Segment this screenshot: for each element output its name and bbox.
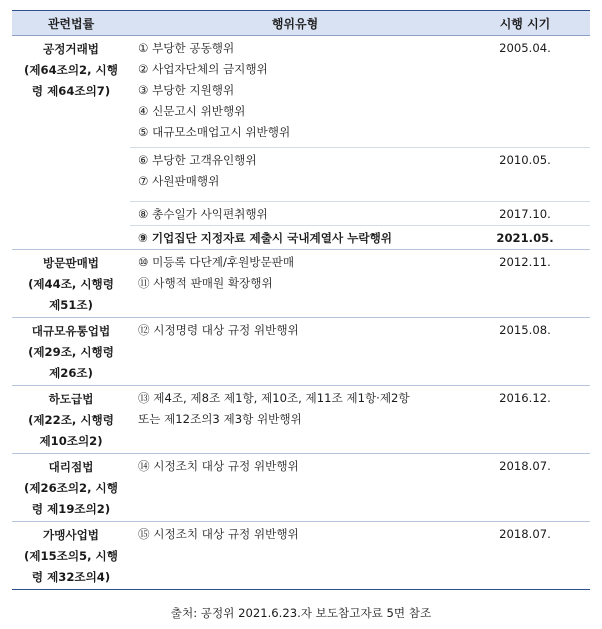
date-cell: 2018.07. <box>460 522 590 590</box>
law-line: 대리점법 <box>48 460 94 474</box>
action-cell <box>130 36 460 148</box>
law-cell <box>12 386 130 454</box>
table-row <box>12 522 590 590</box>
law-cell <box>12 318 130 386</box>
action-item: ② 사업자단체의 금지행위 <box>138 62 268 76</box>
source-note: 출처: 공정위 2021.6.23.자 보도참고자료 5면 참조 <box>170 606 432 620</box>
law-line: 대규모유통업법 <box>31 324 111 338</box>
action-item: ⑬ 제4조, 제8조 제1항, 제10조, 제11조 제1항·제2항 <box>138 391 410 405</box>
action-cell <box>130 202 460 226</box>
table-row <box>12 36 590 148</box>
law-line: 제51조) <box>49 298 93 312</box>
action-item: 또는 제12조의3 제3항 위반행위 <box>138 412 302 426</box>
enforcement-table <box>12 10 590 590</box>
law-line: 령 제64조의7) <box>31 84 111 98</box>
action-cell <box>130 454 460 522</box>
date-cell: 2012.11. <box>460 250 590 318</box>
law-cell <box>12 522 130 590</box>
action-item: ⑭ 시정조치 대상 규정 위반행위 <box>138 459 299 473</box>
law-line: 제26조) <box>49 366 93 380</box>
action-item: ⑩ 미등록 다단계/후원방문판매 <box>138 255 295 269</box>
law-line: 령 제19조의2) <box>31 502 111 516</box>
action-cell <box>130 318 460 386</box>
action-item: ⑥ 부당한 고객유인행위 <box>138 153 257 167</box>
date-cell: 2017.10. <box>460 202 590 226</box>
table-row <box>12 318 590 386</box>
date-cell: 2018.07. <box>460 454 590 522</box>
date-cell: 2005.04. <box>460 36 590 148</box>
law-cell <box>12 36 130 250</box>
action-cell <box>130 522 460 590</box>
action-item: ⑦ 사원판매행위 <box>138 174 220 188</box>
table-row <box>12 250 590 318</box>
date-cell: 2016.12. <box>460 386 590 454</box>
law-line: (제22조, 시행령 <box>28 413 114 427</box>
law-line: 하도급법 <box>48 392 94 406</box>
law-line: 공정거래법 <box>43 42 99 56</box>
action-cell <box>130 250 460 318</box>
action-item: ⑤ 대규모소매업고시 위반행위 <box>138 125 291 139</box>
date-cell: 2015.08. <box>460 318 590 386</box>
law-cell <box>12 454 130 522</box>
action-item: ⑨ 기업집단 지정자료 제출시 국내계열사 누락행위 <box>138 231 392 245</box>
action-item: ⑮ 시정조치 대상 규정 위반행위 <box>138 527 299 541</box>
header-action: 행위유형 <box>130 11 460 36</box>
header-date: 시행 시기 <box>460 11 590 36</box>
action-cell <box>130 226 460 250</box>
law-line: 제10조의2) <box>39 434 103 448</box>
law-line: 방문판매법 <box>43 256 99 270</box>
header-row <box>12 11 590 36</box>
action-item: ① 부당한 공동행위 <box>138 41 235 55</box>
action-item: ⑧ 총수일가 사익편취행위 <box>138 207 268 221</box>
table-row <box>12 454 590 522</box>
action-cell <box>130 386 460 454</box>
date-cell: 2010.05. <box>460 148 590 202</box>
action-item: ④ 신문고시 위반행위 <box>138 104 246 118</box>
action-item: ⑪ 사행적 판매원 확장행위 <box>138 276 273 290</box>
law-line: (제15조의5, 시행 <box>24 549 118 563</box>
action-cell <box>130 148 460 202</box>
law-cell <box>12 250 130 318</box>
law-line: 령 제32조의4) <box>31 570 111 584</box>
action-item: ⑫ 시정명령 대상 규정 위반행위 <box>138 323 299 337</box>
law-line: (제29조, 시행령 <box>28 345 114 359</box>
law-line: (제64조의2, 시행 <box>24 63 118 77</box>
table-row <box>12 386 590 454</box>
law-line: (제26조의2, 시행 <box>24 481 118 495</box>
law-line: 가맹사업법 <box>43 528 99 542</box>
law-line: (제44조, 시행령 <box>28 277 114 291</box>
header-law: 관련법률 <box>12 11 130 36</box>
date-cell: 2021.05. <box>460 226 590 250</box>
action-item: ③ 부당한 지원행위 <box>138 83 235 97</box>
